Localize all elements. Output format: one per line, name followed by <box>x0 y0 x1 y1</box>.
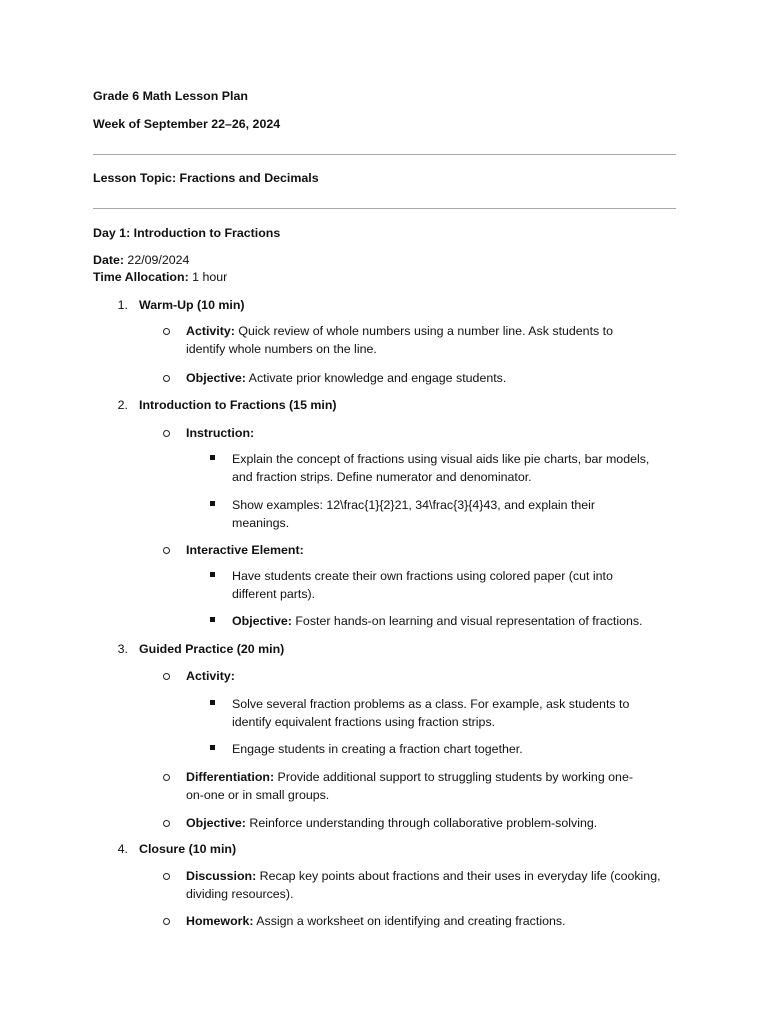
item-text: Have students create their own fractions using colored paper (cut into <box>232 569 613 583</box>
item-text: dividing resources). <box>186 887 294 901</box>
item-label: Objective: <box>232 614 292 628</box>
square-bullet-icon <box>210 572 215 577</box>
item-text: Recap key points about fractions and their uses in everyday life (cooking, <box>256 869 661 883</box>
item-label: Interactive Element: <box>186 543 304 557</box>
item-label: Activity: <box>186 324 235 338</box>
item-text: and fraction strips. Define numerator and denominator. <box>232 470 532 484</box>
item-text: Provide additional support to struggling students by working one- <box>274 770 633 784</box>
circle-bullet-icon <box>163 673 170 680</box>
list-number: 3. <box>117 642 128 656</box>
square-bullet-icon <box>210 745 215 750</box>
document-title: Grade 6 Math Lesson Plan <box>93 89 248 103</box>
section-title: Introduction to Fractions (15 min) <box>139 398 337 412</box>
circle-bullet-icon <box>163 375 170 382</box>
circle-bullet-icon <box>163 547 170 554</box>
square-bullet-icon <box>210 617 215 622</box>
date-line <box>93 251 189 269</box>
time-allocation-line <box>93 268 227 286</box>
item-text: Show examples: 12\frac{1}{2}21, 34\frac{3}{4}43, and explain their <box>232 498 596 512</box>
week-heading: Week of September 22–26, 2024 <box>93 117 281 131</box>
circle-bullet-icon <box>163 918 170 925</box>
item-text: Engage students in creating a fraction chart together. <box>232 742 523 756</box>
list-number: 4. <box>117 842 128 856</box>
item-text: different parts). <box>232 587 316 601</box>
circle-bullet-icon <box>163 820 170 827</box>
item-label: Discussion: <box>186 869 257 883</box>
item-label: Homework: <box>186 914 254 928</box>
circle-bullet-icon <box>163 774 170 781</box>
divider <box>93 154 676 155</box>
square-bullet-icon <box>210 455 215 460</box>
circle-bullet-icon <box>163 328 170 335</box>
list-number: 2. <box>117 398 128 412</box>
section-title: Guided Practice (20 min) <box>139 642 285 656</box>
item-text: meanings. <box>232 516 290 530</box>
divider <box>93 208 676 209</box>
item-text: Quick review of whole numbers using a number line. Ask students to <box>234 324 613 338</box>
item-label: Instruction: <box>186 426 255 440</box>
time-allocation-label: Time Allocation: <box>93 270 189 284</box>
item-label: Objective: <box>186 816 246 830</box>
item-text: Assign a worksheet on identifying and creating fractions. <box>253 914 566 928</box>
square-bullet-icon <box>210 501 215 506</box>
circle-bullet-icon <box>163 873 170 880</box>
time-allocation-value: 1 hour <box>188 270 228 284</box>
day-heading: Day 1: Introduction to Fractions <box>93 226 281 240</box>
item-text: identify equivalent fractions using fraction strips. <box>232 715 496 729</box>
lesson-topic: Lesson Topic: Fractions and Decimals <box>93 171 319 185</box>
item-label: Objective: <box>186 371 246 385</box>
square-bullet-icon <box>210 700 215 705</box>
item-text: Solve several fraction problems as a class. For example, ask students to <box>232 697 630 711</box>
item-text: identify whole numbers on the line. <box>186 342 377 356</box>
date-value: 22/09/2024 <box>123 253 190 267</box>
section-title: Closure (10 min) <box>139 842 237 856</box>
item-text: Reinforce understanding through collaborative problem-solving. <box>245 816 598 830</box>
item-text: Explain the concept of fractions using visual aids like pie charts, bar models, <box>232 452 650 466</box>
list-number: 1. <box>117 298 128 312</box>
item-text: Activate prior knowledge and engage students. <box>245 371 507 385</box>
item-label: Differentiation: <box>186 770 275 784</box>
section-title: Warm-Up (10 min) <box>139 298 245 312</box>
item-text: Foster hands-on learning and visual representation of fractions. <box>291 614 643 628</box>
date-label: Date: <box>93 253 124 267</box>
circle-bullet-icon <box>163 430 170 437</box>
item-text: on-one or in small groups. <box>186 788 330 802</box>
item-label: Activity: <box>186 669 235 683</box>
